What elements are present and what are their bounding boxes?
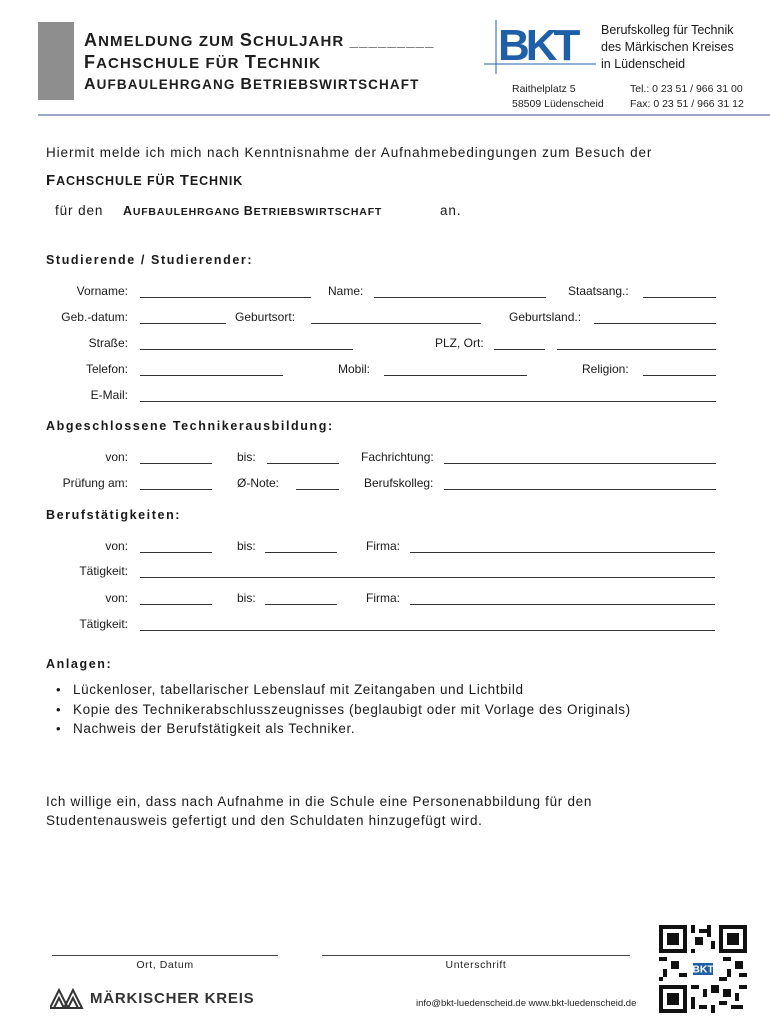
berufskolleg-field[interactable] — [444, 489, 716, 490]
geburtsort-label: Geburtsort: — [235, 310, 296, 324]
title-text: CHULJAHR _________ — [253, 33, 435, 50]
religion-field[interactable] — [643, 375, 716, 376]
work-von-label: von: — [105, 591, 128, 605]
header-divider — [38, 114, 770, 116]
work-von-field[interactable] — [140, 552, 212, 553]
firma-field[interactable] — [410, 604, 715, 605]
geburtsland-field[interactable] — [594, 323, 716, 324]
title-text: ETRIEBSWIRTSCHAFT — [252, 77, 420, 92]
title-text: UFBAULEHRGANG — [96, 77, 241, 92]
course-text: UFBAULEHRGANG — [132, 206, 244, 218]
name-label: Name: — [328, 284, 364, 298]
consent-line-1: Ich willige ein, dass nach Aufnahme in die Schule eine Personenabbildung für den — [46, 794, 593, 809]
geburtsort-field[interactable] — [311, 323, 481, 324]
fachrichtung-label: Fachrichtung: — [361, 450, 434, 464]
qr-logo-label: BKT — [692, 964, 714, 976]
for-the-text: für den — [55, 203, 104, 218]
intro-sentence: Hiermit melde ich mich nach Kenntnisnahme der Aufnahmebedingungen zum Besuch der — [46, 145, 653, 160]
email-field[interactable] — [140, 401, 716, 402]
place-date-label: Ort, Datum — [136, 959, 194, 971]
an-text: an. — [440, 203, 462, 218]
mobil-field[interactable] — [384, 375, 527, 376]
qr-code-graphic — [659, 925, 747, 1013]
form-title-line-2 — [84, 52, 321, 73]
work-bis-label: bis: — [237, 539, 256, 553]
school-name — [601, 22, 734, 73]
berufskolleg-label: Berufskolleg: — [364, 476, 434, 490]
gebdatum-label: Geb.-datum: — [61, 310, 128, 324]
form-title-line-3 — [84, 76, 419, 94]
work-bis-field[interactable] — [265, 604, 337, 605]
county-logo-icon — [50, 986, 86, 1010]
address-city: 58509 Lüdenscheid — [512, 98, 604, 110]
school-type — [46, 172, 243, 189]
strasse-field[interactable] — [140, 349, 353, 350]
header-gray-bar — [38, 22, 74, 100]
work-heading: Berufstätigkeiten: — [46, 508, 182, 522]
attachments-heading: Anlagen: — [46, 657, 113, 671]
title-cap: B — [240, 76, 253, 93]
plz-field[interactable] — [494, 349, 545, 350]
contact-links[interactable]: info@bkt-luedenscheid.de www.bkt-luedenscheid.de — [416, 998, 637, 1009]
signature-label: Unterschrift — [445, 959, 507, 971]
list-item: • Kopie des Technikerabschlusszeugnisses (beglaubigt oder mit Vorlage des Originals) — [56, 700, 631, 720]
strasse-label: Straße: — [88, 336, 128, 350]
school-name-line: in Lüdenscheid — [601, 57, 686, 71]
vorname-label: Vorname: — [76, 284, 128, 298]
school-type-text: ACHSCHULE FÜR — [56, 174, 180, 188]
firma-label: Firma: — [366, 591, 400, 605]
course-text: ETRIEBSWIRTSCHAFT — [253, 206, 383, 218]
title-cap: A — [84, 30, 99, 50]
work-von-label: von: — [105, 539, 128, 553]
course-cap: B — [243, 204, 254, 218]
signature-field[interactable] — [322, 955, 630, 956]
geburtsland-label: Geburtsland.: — [509, 310, 582, 324]
religion-label: Religion: — [582, 362, 629, 376]
title-cap: A — [84, 76, 97, 93]
tech-von-field[interactable] — [140, 463, 212, 464]
tech-von-label: von: — [105, 450, 128, 464]
note-label: Ø-Note: — [237, 476, 280, 490]
address-street: Raithelplatz 5 — [512, 83, 576, 95]
title-text: NMELDUNG ZUM — [98, 33, 240, 50]
vorname-field[interactable] — [140, 297, 311, 298]
bkt-logo — [484, 18, 596, 78]
note-field[interactable] — [296, 489, 339, 490]
fax-number: Fax: 0 23 51 / 966 31 12 — [630, 98, 744, 110]
email-label: E-Mail: — [90, 388, 128, 402]
title-cap: T — [244, 52, 257, 72]
pruefung-label: Prüfung am: — [62, 476, 128, 490]
name-field[interactable] — [374, 297, 546, 298]
school-type-cap: T — [179, 172, 190, 189]
fachrichtung-field[interactable] — [444, 463, 716, 464]
phone-number: Tel.: 0 23 51 / 966 31 00 — [630, 83, 743, 95]
course-cap: A — [123, 204, 133, 218]
taetigkeit-label: Tätigkeit: — [79, 564, 128, 578]
work-bis-field[interactable] — [265, 552, 337, 553]
title-cap: F — [84, 52, 97, 72]
students-heading: Studierende / Studierender: — [46, 253, 254, 267]
work-von-field[interactable] — [140, 604, 212, 605]
school-type-text: ECHNIK — [189, 174, 244, 188]
gebdatum-field[interactable] — [140, 323, 226, 324]
telefon-field[interactable] — [140, 375, 283, 376]
maerkischer-kreis-logo — [50, 986, 260, 1012]
form-title-line-1 — [84, 30, 435, 51]
consent-line-2: Studentenausweis gefertigt und den Schuldaten hinzugefügt wird. — [46, 813, 483, 828]
taetigkeit-label: Tätigkeit: — [79, 617, 128, 631]
tech-bis-label: bis: — [237, 450, 256, 464]
plz-ort-label: PLZ, Ort: — [435, 336, 484, 350]
telefon-label: Telefon: — [85, 362, 128, 376]
school-name-line: Berufskolleg für Technik — [601, 23, 734, 37]
title-text: ACHSCHULE FÜR — [96, 55, 245, 72]
pruefung-field[interactable] — [140, 489, 212, 490]
staatsang-field[interactable] — [643, 297, 716, 298]
list-item: • Lückenloser, tabellarischer Lebenslauf mit Zeitangaben und Lichtbild — [56, 680, 631, 700]
technician-heading: Abgeschlossene Technikerausbildung: — [46, 419, 334, 433]
tech-bis-field[interactable] — [267, 463, 339, 464]
list-item: • Nachweis der Berufstätigkeit als Techniker. — [56, 719, 631, 739]
qr-code — [659, 925, 747, 1013]
attachments-list — [56, 680, 631, 739]
taetigkeit-field[interactable] — [140, 577, 715, 578]
course-name — [123, 204, 382, 218]
firma-field[interactable] — [410, 552, 715, 553]
place-date-field[interactable] — [52, 955, 278, 956]
bkt-logo-letters: BKT — [498, 21, 577, 70]
school-name-line: des Märkischen Kreises — [601, 40, 734, 54]
school-type-cap: F — [46, 172, 57, 189]
county-logo-text: MÄRKISCHER KREIS — [90, 990, 255, 1007]
firma-label: Firma: — [366, 539, 400, 553]
ort-field[interactable] — [557, 349, 716, 350]
title-text: ECHNIK — [256, 55, 322, 72]
title-cap: S — [239, 30, 254, 50]
work-bis-label: bis: — [237, 591, 256, 605]
mobil-label: Mobil: — [338, 362, 371, 376]
staatsang-label: Staatsang.: — [568, 284, 629, 298]
bkt-logo-graphic — [484, 18, 596, 78]
taetigkeit-field[interactable] — [140, 630, 715, 631]
